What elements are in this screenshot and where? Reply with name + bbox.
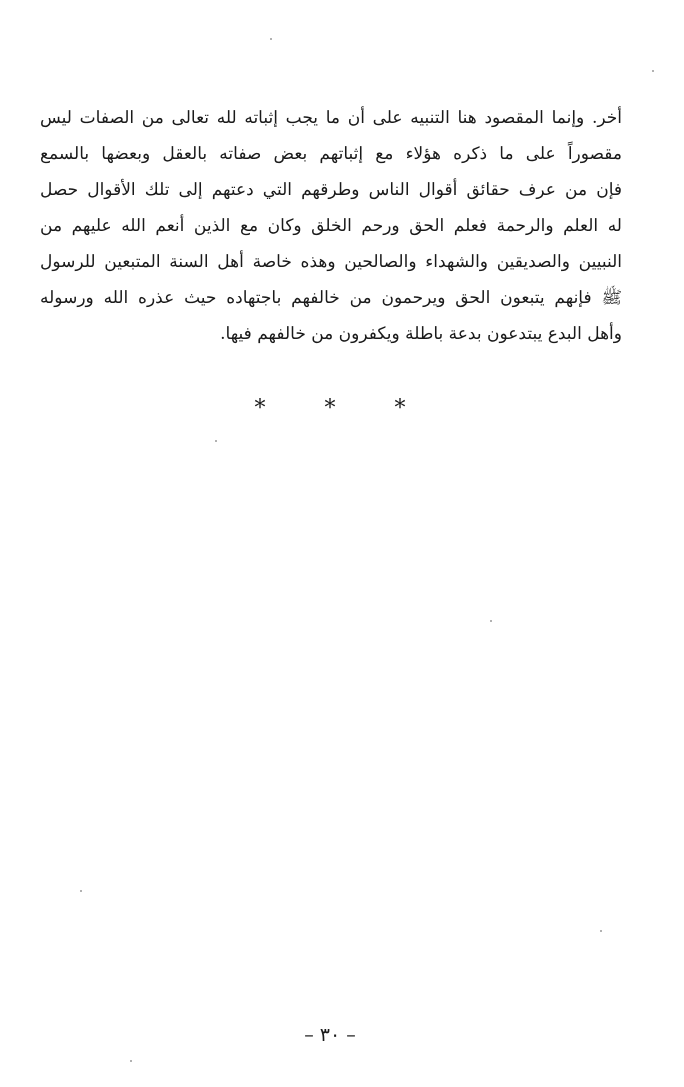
scan-speck: [270, 38, 272, 40]
body-paragraph: [40, 100, 622, 352]
asterisk-icon: *: [254, 396, 266, 421]
section-separator: [250, 398, 410, 420]
page-number: – ٣٠ –: [304, 1024, 356, 1046]
scan-speck: [130, 1060, 132, 1062]
scan-speck: [652, 70, 654, 72]
text-line-3: فإن من عرف حقائق أقوال الناس وطرقهم التي دعتهم إلى تلك الأقوال حصل: [40, 180, 622, 200]
text-line-2: مقصوراً على ما ذكره هؤلاء مع إثباتهم بعض صفاته بالعقل وبعضها بالسمع: [40, 144, 622, 164]
text-line-1: أخر. وإنما المقصود هنا التنبيه على أن ما يجب إثباته لله تعالى من الصفات ليس: [40, 108, 622, 128]
scan-speck: [80, 890, 82, 892]
text-line-6: ﷺ فإنهم يتبعون الحق ويرحمون من خالفهم باجتهاده حيث عذره الله ورسوله: [40, 288, 622, 308]
asterisk-icon: *: [324, 396, 336, 421]
text-line-4: له العلم والرحمة فعلم الحق ورحم الخلق وكان مع الذين أنعم الله عليهم من: [40, 216, 622, 236]
scan-speck: [215, 440, 217, 442]
asterisk-icon: *: [394, 396, 406, 421]
text-line-5: النبيين والصديقين والشهداء والصالحين وهذه خاصة أهل السنة المتبعين للرسول: [40, 252, 622, 272]
text-line-7: وأهل البدع يبتدعون بدعة باطلة ويكفرون من خالفهم فيها.: [220, 324, 622, 344]
scan-speck: [490, 620, 492, 622]
scan-speck: [600, 930, 602, 932]
